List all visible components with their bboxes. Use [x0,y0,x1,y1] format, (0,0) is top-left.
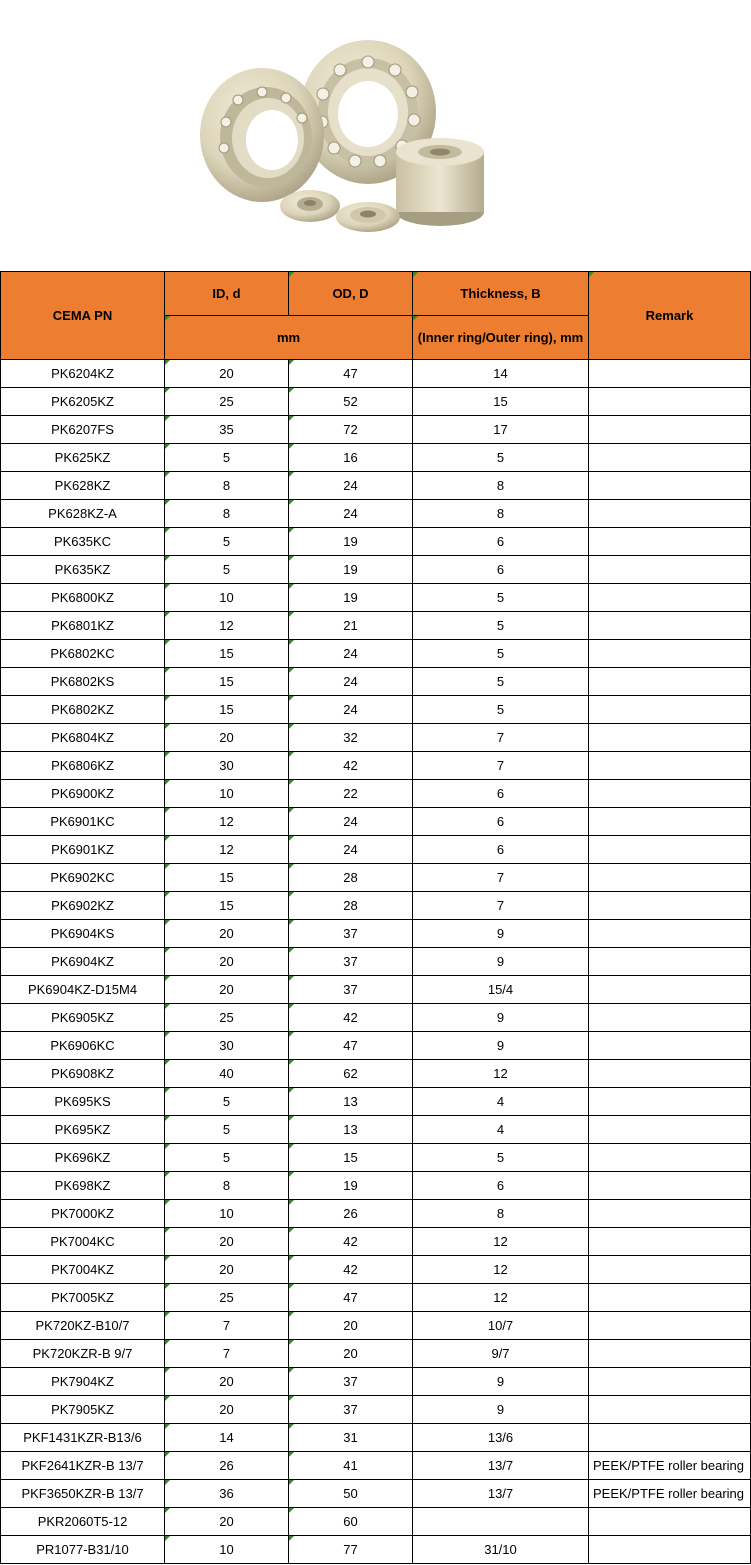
cema-pn-cell: PK695KZ [1,1116,165,1144]
od-cell: 28 [289,864,413,892]
remark-cell [589,360,751,388]
id-cell: 25 [165,388,289,416]
remark-cell [589,892,751,920]
table-row [1,920,751,948]
remark-cell [589,1340,751,1368]
header-remark: Remark [589,272,751,360]
od-cell: 24 [289,696,413,724]
remark-cell [589,668,751,696]
table-row [1,696,751,724]
header-id: ID, d [165,272,289,316]
remark-cell [589,1228,751,1256]
table-row [1,612,751,640]
od-cell: 19 [289,584,413,612]
thickness-cell: 7 [413,752,589,780]
header-thickness: Thickness, B [413,272,589,316]
od-cell: 32 [289,724,413,752]
remark-cell [589,780,751,808]
remark-cell [589,1032,751,1060]
thickness-cell: 6 [413,556,589,584]
thickness-cell: 4 [413,1088,589,1116]
remark-cell [589,1144,751,1172]
thickness-cell: 6 [413,808,589,836]
thickness-cell: 6 [413,836,589,864]
thickness-cell: 13/7 [413,1452,589,1480]
od-cell: 24 [289,836,413,864]
id-cell: 20 [165,360,289,388]
table-row [1,724,751,752]
thickness-cell: 5 [413,584,589,612]
header-cema-pn: CEMA PN [1,272,165,360]
thickness-cell: 8 [413,500,589,528]
id-cell: 12 [165,612,289,640]
table-row [1,500,751,528]
cema-pn-cell: PKF3650KZR-B 13/7 [1,1480,165,1508]
remark-cell [589,1172,751,1200]
table-row [1,948,751,976]
cema-pn-cell: PK6801KZ [1,612,165,640]
od-cell: 37 [289,1368,413,1396]
table-row [1,388,751,416]
id-cell: 30 [165,1032,289,1060]
thickness-cell: 9/7 [413,1340,589,1368]
cema-pn-cell: PK6902KZ [1,892,165,920]
table-row [1,556,751,584]
table-row [1,444,751,472]
od-cell: 24 [289,668,413,696]
id-cell: 26 [165,1452,289,1480]
id-cell: 12 [165,808,289,836]
table-row [1,808,751,836]
cema-pn-cell: PK7004KZ [1,1256,165,1284]
id-cell: 20 [165,1396,289,1424]
cema-pn-cell: PK6207FS [1,416,165,444]
id-cell: 10 [165,780,289,808]
remark-cell [589,1060,751,1088]
remark-cell [589,920,751,948]
thickness-cell: 7 [413,724,589,752]
thickness-cell: 6 [413,780,589,808]
thickness-cell: 12 [413,1228,589,1256]
thickness-cell: 7 [413,864,589,892]
cema-pn-cell: PK7004KC [1,1228,165,1256]
od-cell: 42 [289,752,413,780]
od-cell: 77 [289,1536,413,1564]
table-row [1,1536,751,1564]
cema-pn-cell: PK6900KZ [1,780,165,808]
id-cell: 20 [165,1256,289,1284]
id-cell: 35 [165,416,289,444]
remark-cell [589,500,751,528]
od-cell: 37 [289,976,413,1004]
cema-pn-cell: PK720KZR-B 9/7 [1,1340,165,1368]
id-cell: 5 [165,444,289,472]
id-cell: 8 [165,1172,289,1200]
id-cell: 20 [165,1228,289,1256]
remark-cell [589,1396,751,1424]
table-row [1,584,751,612]
thickness-cell: 5 [413,612,589,640]
table-row [1,640,751,668]
id-cell: 15 [165,864,289,892]
od-cell: 47 [289,1032,413,1060]
od-cell: 37 [289,1396,413,1424]
id-cell: 20 [165,1508,289,1536]
remark-cell [589,416,751,444]
cema-pn-cell: PK7904KZ [1,1368,165,1396]
id-cell: 20 [165,920,289,948]
id-cell: 5 [165,1088,289,1116]
od-cell: 52 [289,388,413,416]
thickness-cell: 5 [413,444,589,472]
table-row [1,1424,751,1452]
header-od: OD, D [289,272,413,316]
remark-cell [589,976,751,1004]
id-cell: 20 [165,948,289,976]
remark-cell [589,864,751,892]
cema-pn-cell: PK6800KZ [1,584,165,612]
od-cell: 16 [289,444,413,472]
cema-pn-cell: PKR2060T5-12 [1,1508,165,1536]
thickness-cell: 12 [413,1284,589,1312]
thickness-cell: 8 [413,472,589,500]
table-row [1,892,751,920]
thickness-cell [413,1508,589,1536]
remark-cell: PEEK/PTFE roller bearing [589,1480,751,1508]
cema-pn-cell: PK720KZ-B10/7 [1,1312,165,1340]
cema-pn-cell: PK695KS [1,1088,165,1116]
cema-pn-cell: PK6904KS [1,920,165,948]
remark-cell [589,528,751,556]
id-cell: 20 [165,724,289,752]
header-unit-mm: mm [165,316,413,360]
cema-pn-cell: PK6902KC [1,864,165,892]
od-cell: 41 [289,1452,413,1480]
od-cell: 13 [289,1116,413,1144]
remark-cell [589,444,751,472]
od-cell: 20 [289,1340,413,1368]
thickness-cell: 7 [413,892,589,920]
table-row [1,1088,751,1116]
thickness-cell: 9 [413,920,589,948]
cema-pn-cell: PK635KZ [1,556,165,584]
cema-pn-cell: PK628KZ [1,472,165,500]
cema-pn-cell: PK635KC [1,528,165,556]
table-row [1,1004,751,1032]
table-row [1,1480,751,1508]
thickness-cell: 5 [413,696,589,724]
remark-cell [589,1508,751,1536]
id-cell: 25 [165,1004,289,1032]
peek-bearings-photo-icon [0,0,751,270]
remark-cell [589,752,751,780]
od-cell: 37 [289,948,413,976]
table-row [1,668,751,696]
cema-pn-cell: PKF1431KZR-B13/6 [1,1424,165,1452]
od-cell: 24 [289,640,413,668]
cema-pn-cell: PK6205KZ [1,388,165,416]
remark-cell [589,1200,751,1228]
cema-pn-cell: PK6802KS [1,668,165,696]
id-cell: 10 [165,1200,289,1228]
od-cell: 20 [289,1312,413,1340]
table-row [1,416,751,444]
od-cell: 42 [289,1004,413,1032]
table-row [1,1228,751,1256]
table-row [1,1172,751,1200]
thickness-cell: 13/7 [413,1480,589,1508]
table-row [1,1284,751,1312]
od-cell: 72 [289,416,413,444]
table-row [1,836,751,864]
table-row [1,1340,751,1368]
od-cell: 42 [289,1228,413,1256]
cema-pn-cell: PK7905KZ [1,1396,165,1424]
remark-cell [589,1284,751,1312]
cema-pn-cell: PK6906KC [1,1032,165,1060]
od-cell: 50 [289,1480,413,1508]
od-cell: 19 [289,1172,413,1200]
id-cell: 8 [165,500,289,528]
remark-cell [589,1536,751,1564]
remark-cell [589,472,751,500]
od-cell: 22 [289,780,413,808]
bearing-spec-table [0,271,751,1564]
remark-cell [589,1116,751,1144]
table-row [1,976,751,1004]
od-cell: 31 [289,1424,413,1452]
cema-pn-cell: PK625KZ [1,444,165,472]
remark-cell [589,1256,751,1284]
thickness-cell: 15/4 [413,976,589,1004]
remark-cell [589,1424,751,1452]
od-cell: 62 [289,1060,413,1088]
table-row [1,360,751,388]
od-cell: 15 [289,1144,413,1172]
od-cell: 24 [289,472,413,500]
table-row [1,528,751,556]
id-cell: 5 [165,1144,289,1172]
remark-cell [589,1004,751,1032]
thickness-cell: 9 [413,1004,589,1032]
id-cell: 10 [165,584,289,612]
thickness-cell: 5 [413,668,589,696]
table-row [1,472,751,500]
table-row [1,1256,751,1284]
id-cell: 25 [165,1284,289,1312]
table-row [1,1452,751,1480]
thickness-cell: 15 [413,388,589,416]
remark-cell [589,1312,751,1340]
thickness-cell: 9 [413,1032,589,1060]
table-row [1,864,751,892]
id-cell: 5 [165,556,289,584]
remark-cell [589,388,751,416]
thickness-cell: 13/6 [413,1424,589,1452]
thickness-cell: 12 [413,1256,589,1284]
cema-pn-cell: PK7000KZ [1,1200,165,1228]
table-row [1,1200,751,1228]
table-row [1,1032,751,1060]
thickness-cell: 4 [413,1116,589,1144]
od-cell: 26 [289,1200,413,1228]
remark-cell [589,556,751,584]
header-unit-thickness: (Inner ring/Outer ring), mm [413,316,589,360]
thickness-cell: 9 [413,1368,589,1396]
table-row [1,1116,751,1144]
thickness-cell: 9 [413,948,589,976]
od-cell: 28 [289,892,413,920]
remark-cell [589,640,751,668]
thickness-cell: 31/10 [413,1536,589,1564]
id-cell: 20 [165,976,289,1004]
remark-cell [589,836,751,864]
remark-cell [589,724,751,752]
remark-cell [589,808,751,836]
table-row [1,752,751,780]
table-row [1,1368,751,1396]
od-cell: 21 [289,612,413,640]
cema-pn-cell: PK6806KZ [1,752,165,780]
od-cell: 24 [289,808,413,836]
id-cell: 5 [165,528,289,556]
thickness-cell: 14 [413,360,589,388]
cema-pn-cell: PK6802KZ [1,696,165,724]
id-cell: 30 [165,752,289,780]
id-cell: 10 [165,1536,289,1564]
od-cell: 47 [289,360,413,388]
id-cell: 8 [165,472,289,500]
id-cell: 15 [165,668,289,696]
remark-cell [589,948,751,976]
id-cell: 36 [165,1480,289,1508]
id-cell: 7 [165,1312,289,1340]
cema-pn-cell: PK6802KC [1,640,165,668]
od-cell: 19 [289,528,413,556]
remark-cell [589,584,751,612]
od-cell: 24 [289,500,413,528]
remark-cell [589,696,751,724]
remark-cell [589,1368,751,1396]
od-cell: 13 [289,1088,413,1116]
table-row [1,780,751,808]
cema-pn-cell: PK7005KZ [1,1284,165,1312]
remark-cell [589,1088,751,1116]
thickness-cell: 9 [413,1396,589,1424]
thickness-cell: 6 [413,528,589,556]
id-cell: 15 [165,696,289,724]
thickness-cell: 17 [413,416,589,444]
cema-pn-cell: PK6804KZ [1,724,165,752]
table-row [1,1508,751,1536]
id-cell: 40 [165,1060,289,1088]
id-cell: 15 [165,892,289,920]
cema-pn-cell: PK6901KZ [1,836,165,864]
od-cell: 60 [289,1508,413,1536]
od-cell: 47 [289,1284,413,1312]
cema-pn-cell: PK696KZ [1,1144,165,1172]
id-cell: 7 [165,1340,289,1368]
table-row [1,1312,751,1340]
id-cell: 20 [165,1368,289,1396]
table-row [1,1396,751,1424]
thickness-cell: 5 [413,640,589,668]
table-row [1,1060,751,1088]
thickness-cell: 10/7 [413,1312,589,1340]
remark-cell [589,612,751,640]
thickness-cell: 6 [413,1172,589,1200]
thickness-cell: 5 [413,1144,589,1172]
od-cell: 19 [289,556,413,584]
cema-pn-cell: PK6204KZ [1,360,165,388]
cema-pn-cell: PK698KZ [1,1172,165,1200]
cema-pn-cell: PK6901KC [1,808,165,836]
id-cell: 14 [165,1424,289,1452]
cema-pn-cell: PKF2641KZR-B 13/7 [1,1452,165,1480]
remark-cell: PEEK/PTFE roller bearing [589,1452,751,1480]
thickness-cell: 8 [413,1200,589,1228]
table-row [1,1144,751,1172]
cema-pn-cell: PR1077-B31/10 [1,1536,165,1564]
id-cell: 5 [165,1116,289,1144]
thickness-cell: 12 [413,1060,589,1088]
od-cell: 42 [289,1256,413,1284]
cema-pn-cell: PK628KZ-A [1,500,165,528]
cema-pn-cell: PK6904KZ [1,948,165,976]
od-cell: 37 [289,920,413,948]
id-cell: 12 [165,836,289,864]
cema-pn-cell: PK6904KZ-D15M4 [1,976,165,1004]
cema-pn-cell: PK6905KZ [1,1004,165,1032]
id-cell: 15 [165,640,289,668]
cema-pn-cell: PK6908KZ [1,1060,165,1088]
